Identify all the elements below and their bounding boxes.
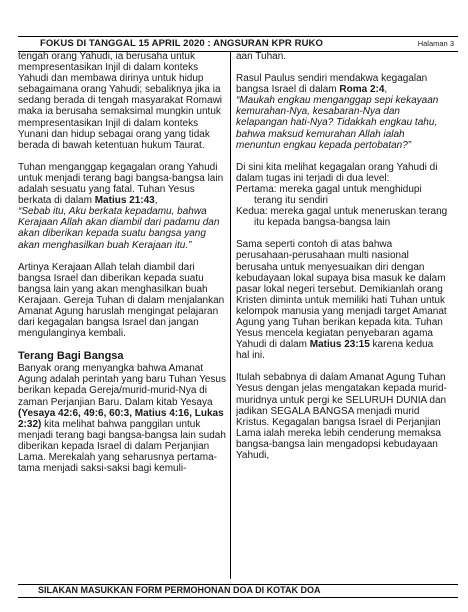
paragraph bbox=[18, 162, 226, 206]
paragraph: tengah orang Yahudi, ia berusaha untuk mempresentasikan Injil di dalam konteks Yahudi dan membawa dirinya untuk hidup sebagaimana orang Yahudi; sebaliknya jika ia sedang berada di tengah masyarakat Romawi maka ia berusaha semaksimal mungkin untuk mempresentasikan Injil di dalam konteks Yunani dan hidup sebagai orang yang tidak berada di bawah ketentuan hukum Taurat. bbox=[18, 51, 223, 151]
section-heading: Terang Bagi Bangsa bbox=[18, 350, 124, 363]
list-item: Kedua: mereka gagal untuk meneruskan terang itu kepada bangsa-bangsa lain bbox=[236, 206, 448, 229]
punctuation: , bbox=[384, 84, 388, 96]
page-number: Halaman 3 bbox=[417, 39, 454, 48]
scripture-reference: Matius 23:15 bbox=[309, 339, 370, 351]
page-footer bbox=[18, 584, 458, 598]
footer-text: SILAKAN MASUKKAN FORM PERMOHONAN DOA DI KOTAK DOA bbox=[38, 585, 321, 595]
paragraph-text: Tuhan menganggap kegagalan orang Yahudi untuk menjadi terang bagi bangsa-bangsa lain adalah sesuatu yang fatal. Tuhan Yesus berkata di dalam bbox=[18, 161, 224, 207]
paragraph: Di sini kita melihat kegagalan orang Yahudi di dalam tugas ini terjadi di dua level: bbox=[236, 161, 438, 184]
paragraph: Artinya Kerajaan Allah telah diambil dari bangsa Israel dan diberikan kepada suatu bangsa lain yang akan menghasilkan buah Kerajaan. Gereja Tuhan di dalam menjalankan Amanat Agung haruslah mengingat pelajaran dari kegagalan bangsa Israel dan jangan mengulanginya kembali. bbox=[18, 261, 225, 340]
paragraph-text: Sama seperti contoh di atas bahwa perusahaan-perusahaan multi nasional berusaha untuk menyesuaikan diri dengan kebudayaan lokal supaya bisa masuk ke dalam pasar lokal negeri tersebut. Demikianlah orang Kristen diminta untuk memiliki hati Tuhan untuk kelompok manusia yang menjadi target Amanat Agung yang Tuhan berikan kepada kita. Tuhan Yesus mencela kegiatan penyebaran agama Yahudi di dalam bbox=[236, 239, 447, 351]
scripture-quote: “Maukah engkau menganggap sepi kekayaan kemurahan-Nya, kesabaran-Nya dan kelapangan hati-Nya? Tidakkah engkau tahu, bahwa maksud kemurahan Allah ialah menuntun engkau kepada pertobatan?” bbox=[236, 95, 439, 151]
paragraph-text: kita melihat bahwa panggilan untuk menjadi terang bagi bangsa-bangsa lain sudah diberikan kepada Israel di dalam Perjanjian Lama. Merekalah yang seharusnya pertama-tama menjadi saksi-saksi bagi kemuli- bbox=[18, 418, 226, 475]
scripture-quote: “Sebab itu, Aku berkata kepadamu, bahwa Kerajaan Allah akan diambil dari padamu dan akan diberikan kepada suatu bangsa yang akan menghasilkan buah Kerajaan itu.” bbox=[18, 206, 220, 251]
scripture-reference: Matius 21:43 bbox=[94, 195, 155, 207]
paragraph bbox=[236, 73, 448, 95]
right-column bbox=[236, 51, 448, 581]
page-header bbox=[18, 36, 458, 52]
header-title: FOKUS DI TANGGAL 15 APRIL 2020 : ANGSURAN KPR RUKO bbox=[40, 38, 323, 49]
paragraph bbox=[18, 363, 226, 474]
paragraph-text: Banyak orang menyangka bahwa Amanat Agung adalah perintah yang baru Tuhan Yesus berikan kepada Gereja/murid-murid-Nya di zaman Perjanjian Baru. Dalam kitab Yesaya bbox=[18, 363, 226, 408]
paragraph bbox=[236, 239, 448, 361]
punctuation: , bbox=[154, 195, 158, 207]
list-item: Pertama: mereka gagal untuk menghidupi terang itu sendiri bbox=[236, 183, 422, 207]
paragraph: aan Tuhan. bbox=[236, 51, 287, 62]
column-divider bbox=[230, 51, 231, 579]
paragraph-text: Rasul Paulus sendiri mendakwa kegagalan bangsa Israel di dalam bbox=[236, 73, 428, 96]
scripture-reference: (Yesaya 42:6, 49:6, 60:3, Matius 4:16, Lukas 2:32) bbox=[18, 407, 224, 430]
paragraph: Itulah sebabnya di dalam Amanat Agung Tuhan Yesus dengan jelas mengatakan kepada murid-muridnya untuk pergi ke SELURUH DUNIA dan jadikan SEGALA BANGSA menjadi murid Kristus. Kegagalan bangsa Israel di Perjanjian Lama ialah mereka lebih cenderung memaksa bangsa-bangsa lain mengadopsi kebudayaan Yahudi, bbox=[236, 372, 447, 461]
paragraph-text: karena kedua hal ini. bbox=[236, 339, 434, 362]
scripture-reference: Roma 2:4 bbox=[339, 84, 385, 96]
left-column bbox=[18, 51, 226, 581]
